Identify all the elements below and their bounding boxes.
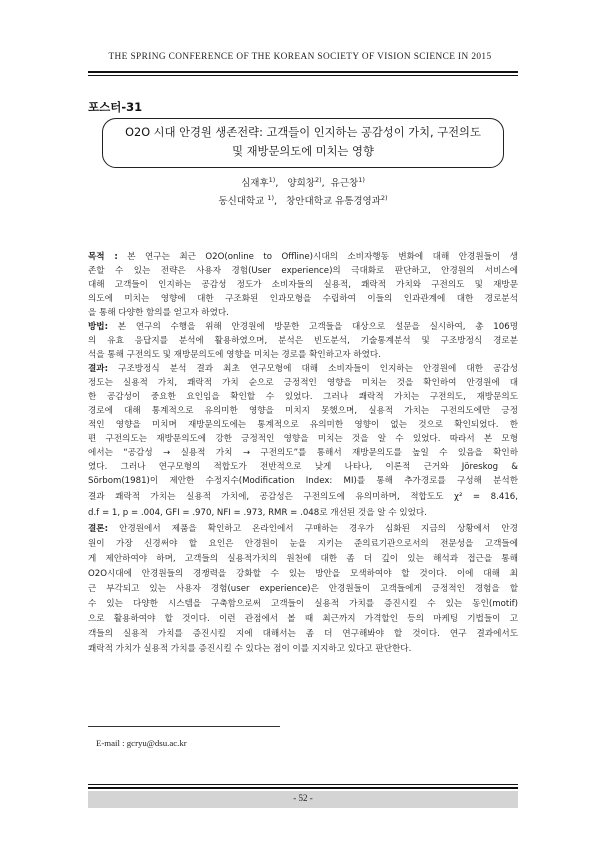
method-line: 방법: 본 연구의 수행을 위해 안경원에 방문한 고객들을 대상으로 설문을 실시하여, 총 106명 [88, 322, 519, 332]
poster-label: 포스터-31 [88, 100, 143, 114]
footer-rule-thick [88, 787, 518, 789]
method-line: 의 유효 응답지를 분석에 활용하였으며, 분석은 빈도분석, 기술통계분석 및 구조방정식 경로분 [88, 336, 518, 346]
conclusion-line: 객들의 실용적 가치를 증진시킬 지에 대해서는 좀 더 연구해봐야 할 것이다. 연구 결과에서도 [88, 629, 518, 639]
result-line: 편 구전의도는 재방문의도에 강한 긍정적인 영향을 미치는 것을 알 수 있었다. 따라서 본 모형 [88, 434, 518, 444]
footer-rule-thin [88, 784, 518, 785]
footnote-rule [88, 726, 280, 727]
title-line-2: 및 재방문의도에 미치는 영향 [232, 145, 374, 158]
conclusion-line: 결론: 안경원에서 제품을 확인하고 온라인에서 구매하는 경우가 심화된 지금의 상황에서 안경 [88, 524, 518, 534]
conclusion-line: 원이 가장 신경써야 할 요인은 안경원이 눈을 지키는 준의료기관으로서의 전문성을 고객들에 [88, 539, 518, 549]
author-mark: 1) [358, 175, 365, 184]
method-line: 석을 통해 구전의도 및 재방문의도에 영향을 미치는 경로를 확인하고자 하였다. [88, 350, 381, 360]
author-affiliations: 동신대학교 $^{1)}$, 창안대학교 유통경영과$^{2)}$ [218, 193, 388, 207]
title-line-1: O2O 시대 안경원 생존전략: 고객들이 인지하는 공감성이 가치, 구전의도 [125, 126, 481, 139]
purpose-line: 존할 수 있는 전략은 사용자 경험(User experience)의 극대화로 판단하고, 안경원의 서비스에 [88, 266, 518, 276]
author-mark: 1) [268, 175, 276, 184]
purpose-line: 을 통해 다양한 함의를 얻고자 하였다. [88, 308, 229, 318]
page-number: - 52 - [293, 793, 313, 803]
author-mark: 2) [314, 175, 322, 184]
result-line: Sörbom(1981)이 제안한 수정지수(Modification Index: MI)를 통해 추가경로를 구성해 분석한 [88, 476, 518, 486]
result-line: 결과: 구조방정식 분석 결과 최초 연구모형에 대해 소비자들이 인지하는 안경원에 대한 공감성 [88, 364, 518, 374]
conclusion-line: O2O시대에 안경원들의 경쟁력을 강화할 수 있는 방안을 모색하여야 할 것이다. 이에 대해 최 [88, 569, 518, 579]
author-name: 유근창 [330, 178, 359, 189]
conference-header: THE SPRING CONFERENCE OF THE KOREAN SOCIETY OF VISION SCIENCE IN 2015 [108, 52, 492, 62]
result-line: d.f = 1, p = .004, GFI = .970, NFI = .973, RMR = .048로 개선된 것을 알 수 있었다. [88, 508, 427, 518]
result-line: 경로에 대해 통계적으로 유의미한 영향을 미치지 못했으며, 실용적 가치는 구전의도에만 긍정 [88, 406, 518, 416]
conclusion-line: 게 제안하여야 하며, 고객들의 실용적가치의 원천에 대한 좀 더 깊이 있는 해석과 접근을 통해 [88, 554, 518, 564]
conclusion-line: 수 있는 다양한 시스템을 구축함으로써 고객들이 실용적 가치를 증진시킬 수 있는 동인(motif) [88, 599, 518, 609]
result-line: 결과 쾌락적 가치는 실용적 가치에, 공감성은 구전의도에 유의미하며, 적합도도 χ² = 8.416, [88, 492, 518, 502]
email-footnote: E-mail : gcryu@dsu.ac.kr [96, 738, 187, 748]
result-line: 적인 영향을 미치며 재방문의도에는 통계적으로 유의미한 영향이 없는 것으로 확인되었다. 한 [88, 420, 518, 430]
section-label-purpose: 목적 : [88, 252, 118, 262]
purpose-line: 의도에 미치는 영향에 대한 구조화된 인과모형을 수립하여 이들의 인과관계에 대한 경로분석 [88, 294, 518, 304]
section-label-result: 결과: [88, 364, 109, 374]
result-line: 정도는 실용적 가치, 쾌락적 가치 순으로 긍정적인 영향을 미치는 것을 확인하여 안경원에 대 [88, 378, 518, 388]
author-names: 심재후$^{1)}$, 양희창$^{2)}$, 유근창$^{1)}$ [241, 175, 365, 189]
conclusion-line: 근 부각되고 있는 사용자 경험(user experience)은 안경원들이 고객들에게 긍정적인 경험을 할 [88, 584, 518, 594]
result-line: 한 공감성이 중요한 요인임을 확인할 수 있었다. 그러나 쾌락적 가치는 구전의도, 재방문의도 [88, 392, 518, 402]
section-label-conclusion: 결론: [88, 524, 109, 534]
author-name: 심재후 [241, 178, 269, 189]
affiliation: 창안대학교 유통경영과 [286, 196, 381, 207]
conclusion-line: 쾌락적 가치가 실용적 가치를 증진시킬 수 있다는 점이 이를 지지하고 있다고 판단한다. [88, 644, 412, 654]
author-name: 양희창 [287, 178, 315, 189]
affiliation-mark: 2) [380, 193, 388, 202]
result-line: 에서는 “공감성 → 실용적 가치 → 구전의도”를 통해서 재방문의도를 높일 수 있음을 확인하 [88, 448, 518, 458]
header-rule-thick [88, 71, 518, 73]
result-line: 였다. 그러나 연구모형의 적합도가 전반적으로 낮게 나타나, 이론적 근거와 Jöreskog & [88, 462, 518, 472]
section-label-method: 방법: [88, 322, 109, 332]
conclusion-line: 으로 활용하여야 할 것이다. 이런 관점에서 볼 때 최근까지 가격할인 등의 마케팅 기법들이 고 [88, 614, 518, 624]
purpose-line: 목적 : 본 연구는 최근 O2O(online to Offline)시대의 소비자행동 변화에 대해 안경원들이 생 [88, 252, 518, 262]
affiliation: 동신대학교 [218, 196, 265, 207]
header-rule-thin [88, 75, 518, 76]
purpose-line: 대해 고객들이 인지하는 공감성 정도가 소비자들의 실용적, 쾌락적 가치와 구전의도 및 재방문 [88, 280, 518, 290]
affiliation-mark: 1) [267, 193, 275, 202]
